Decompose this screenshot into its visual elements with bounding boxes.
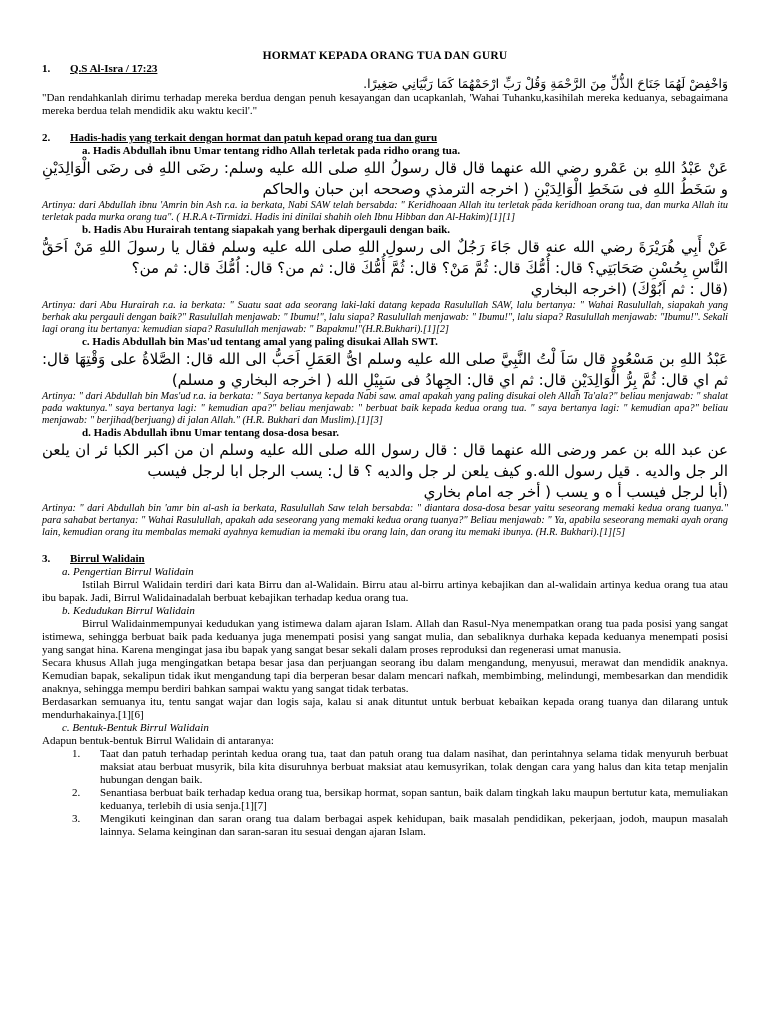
birrul-b-text-2: Secara khusus Allah juga mengingatkan betapa besar jasa dan perjuangan seorang ibu dalam mengandung, menyusui, merawat dan mendidik anaknya. Kemudian bapak, sekalipun tidak ikut mengandung tapi dia berperan besar dalam mencari nafkah, membimbing, melindungi, membesarkan dan mendidik anaknya, sehingga mempu berdiri bahkan sampai waktu yang sangat tidak terbatas. xyxy=(42,657,728,695)
hadith-a-arabic: عَنْ عَبْدُ اللهِ بن عَمْرو رضي الله عنهما قال قال رسولُ اللهِ صلى الله عليه وسلم: رضَى اللهِ فى رضَى الْوَالِدَيْنِ و سَخَطُ اللهِ فى سَخَطِ الْوَالِدَيْنِ ( اخرجه الترمذي وصححه ابن حبان والحاكم xyxy=(42,159,728,198)
list-item xyxy=(42,748,728,787)
hadith-a-heading: a. Hadis Abdullah ibnu Umar tentang ridho Allah terletak pada ridho orang tua. xyxy=(82,145,461,157)
list-item-number: 2. xyxy=(72,787,81,799)
list-item-text: Senantiasa berbuat baik terhadap kedua orang tua, bersikap hormat, sopan santun, baik dalam tingkah laku maupun bertutur kata, memuliakan keduanya, terlebih di usia senja.[1][7] xyxy=(100,787,728,812)
list-item-text: Mengikuti keinginan dan saran orang tua dalam berbagai aspek kehidupan, baik masalah pendidikan, pekerjaan, jodoh, maupun masalah lainnya. Selama keinginan dan saran-saran itu sesuai dengan ajaran Islam. xyxy=(100,813,728,838)
list-item xyxy=(42,813,728,839)
list-item-text: Taat dan patuh terhadap perintah kedua orang tua, taat dan patuh orang tua dalam nasihat, dan perintahnya selama tidak menyuruh berbuat maksiat atau berbuat musyrik, bila kita disuruhnya berbuat maksiat atau kemusyrikan, tolak dengan cara yang halus dan kita tetap menjalin hubungan dengan baik. xyxy=(100,748,728,786)
list-item xyxy=(42,787,728,813)
document-title: HORMAT KEPADA ORANG TUA DAN GURU xyxy=(262,50,508,62)
birrul-c-heading: c. Bentuk-Bentuk Birrul Walidain xyxy=(62,722,209,734)
section-2-number: 2. xyxy=(42,132,51,144)
section-1-number: 1. xyxy=(42,63,51,75)
section-3-number: 3. xyxy=(42,553,51,565)
hadith-c-translation: Artinya: " dari Abdullah bin Mas'ud r.a. ia berkata: " Saya bertanya kepada Nabi saw. amal apakah yang paling disukai oleh Allah Ta'ala?" beliau menjawab: " shalat pada waktunya." saya bertanya lagi: " kemudian apa?" beliau menjawab: " berbuat baik kepada kedua orang tua. " saya bertanya lagi: " kemudian apa?" beliau menjawab: " berjihad(berjuang) di jalan Allah." (H.R. Bukhari dan Muslim).[1][3] xyxy=(42,391,728,426)
hadith-c-arabic: عَبْدُ اللهِ بن مَسْعُودٍ قال سَاَ لْتُ النَّبِيَّ صلى الله عليه وسلم اىُّ العَمَلِ اَحَبُّ الى الله قال: الصَّلاةُ على وَقْتِهَا قال: ثم اي قال: ثُمَّ بِرُّ الْوَالِدَيْنِ قال: ثم اي قال: الجِهادُ فى سَبِيْلِ الله ( اخرجه البخاري و مسلم) xyxy=(42,350,728,389)
section-1-heading xyxy=(42,63,728,76)
hadith-b-heading: b. Hadis Abu Hurairah tentang siapakah yang berhak dipergauli dengan baik. xyxy=(82,224,450,236)
birrul-b-text-1: Birrul Walidainmempunyai kedudukan yang istimewa dalam ajaran Islam. Allah dan Rasul-Nya menempatkan orang tua pada posisi yang sangat istimewa, sehingga berbuat baik pada keduanya juga menempati posisi yang sangat mulia, dan sebaliknya durhaka kepada keduanya menempati posisi yang sangat hina. Karena mengingat jasa ibu bapak yang sangat besar sekali dalam proses reproduksi dan regenerasi umat manusia. xyxy=(42,618,728,656)
hadith-d-heading: d. Hadis Abdullah ibnu Umar tentang dosa-dosa besar. xyxy=(82,427,340,439)
section-3-label: Birrul Walidain xyxy=(70,553,145,565)
birrul-b-text-3: Berdasarkan semuanya itu, tentu sangat wajar dan logis saja, kalau si anak dituntut untuk berbuat kebaikan kepada orang tuanya dan dilarang untuk mendurhakainya.[1][6] xyxy=(42,696,728,721)
hadith-d-arabic: عن عبد الله بن عمر ورضى الله عنهما قال : قال رسول الله صلى الله عليه وسلم ان من اكبر الكبا ئر ان يلعن الر جل والديه . قيل رسول الله.و كيف يلعن لر جل والديه ؟ قا ل: يسب الرجل ابا لرجل فيسب xyxy=(42,441,728,480)
section-2-heading xyxy=(42,132,728,145)
hadith-b-arabic: عَنْ أَبِي هُرَيْرَةَ رضي الله عنه قال جَاءَ رَجُلٌ الى رسولِ اللهِ صلى الله عليه وسلم فقال يا رسولَ اللهِ مَنْ اَحَقُّ النَّاسِ بِحُسْنِ صَحَابَتِي؟ قال: أُمُّكَ قال: ثُمَّ مَنْ؟ قال: ثُمَّ أُمُّكَ قال: ثم من؟ قال: اُمُّكَ قال: ثم من؟ xyxy=(42,238,728,277)
hadith-b-arabic-2: (قال : ثم اَبُوْكَ) (اخرجه البخاري xyxy=(530,280,728,298)
birrul-c-intro: Adapun bentuk-bentuk Birrul Walidain di antaranya: xyxy=(42,735,274,747)
section-1-arabic: وَاخْفِضْ لَهُمَا جَنَاحَ الذُّلِّ مِنَ الرَّحْمَةِ وَقُلْ رَبِّ ارْحَمْهُمَا كَمَا رَبَّيَانِي صَغِيرًا. xyxy=(363,76,728,91)
section-1-translation: "Dan rendahkanlah dirimu terhadap mereka berdua dengan penuh kesayangan dan ucapkanlah, 'Wahai Tuhanku,kasihilah mereka keduanya, sebagaimana mereka berdua telah mendidik aku waktu kecil'." xyxy=(42,92,728,117)
list-item-number: 3. xyxy=(72,813,81,825)
birrul-a-heading: a. Pengertian Birrul Walidain xyxy=(62,566,194,578)
hadith-d-arabic-2: (أبا لرجل فيسب أ ه و يسب ( أخر جه امام بخاري xyxy=(423,483,728,501)
document-page xyxy=(42,50,728,839)
section-2-label: Hadis-hadis yang terkait dengan hormat dan patuh kepad orang tua dan guru xyxy=(70,132,438,144)
section-1-label: Q.S Al-Isra / 17:23 xyxy=(70,63,158,75)
birrul-a-text: Istilah Birrul Walidain terdiri dari kata Birru dan al-Walidain. Birru atau al-birru artinya kebajikan dan al-walidain artinya kedua orang tua atau ibu bapak. Jadi, Birrul Walidainadalah berbuat kebajikan terhadap kedua orang tua. xyxy=(42,579,728,604)
section-3-heading xyxy=(42,553,728,566)
hadith-a-translation: Artinya: dari Abdullah ibnu 'Amrin bin Ash r.a. ia berkata, Nabi SAW telah bersabda: " Keridhoaan Allah itu terletak pada keridhoan orang tua, dan murka Allah itu terletak pada murka orang tua". ( H.R.A t-Tirmidzi. Hadis ini dinilai shahih oleh Ibnu Hibban dan Al-Hakim)[1][1] xyxy=(42,200,728,223)
birrul-b-heading: b. Kedudukan Birrul Walidain xyxy=(62,605,195,617)
hadith-c-heading: c. Hadis Abdullah bin Mas'ud tentang amal yang paling disukai Allah SWT. xyxy=(82,336,438,348)
hadith-b-translation: Artinya: dari Abu Hurairah r.a. ia berkata: " Suatu saat ada seorang laki-laki datang kepada Rasulullah SAW, lalu bertanya: " Wahai Rasulullah, siapakah yang berhak aku pergauli dengan baik?" Rasulullah menjawab: " Ibumu!", lalu siapa? Rasulullah menjawab: " Ibumu!", lalu siapa? Rasulullah menjawab: "Ibumu!". Sekali lagi orang itu bertanya: kemudian siapa? Rasulullah menjawab: " Bapakmu!"(H.R.Bukhari).[1][2] xyxy=(42,300,728,335)
hadith-d-translation: Artinya: " dari Abdullah bin 'amr bin al-ash ia berkata, Rasulullah Saw telah bersabda: " diantara dosa-dosa besar yaitu seseorang memaki kedua orang tuanya." para sahabat bertanya: " Wahai Rasulullah, apakah ada seseorang yang memaki kedua orang tuanya?" Beliau menjawab: " Ya, apabila seseorang memaki ayah orang lain, kemudian orang itu membalas memaki ayahnya kemudian ia memaki ibu orang lain, dan orang itu memaki ibunya. (H.R. Bukhari).[1][5] xyxy=(42,503,728,538)
list-item-number: 1. xyxy=(72,748,81,760)
